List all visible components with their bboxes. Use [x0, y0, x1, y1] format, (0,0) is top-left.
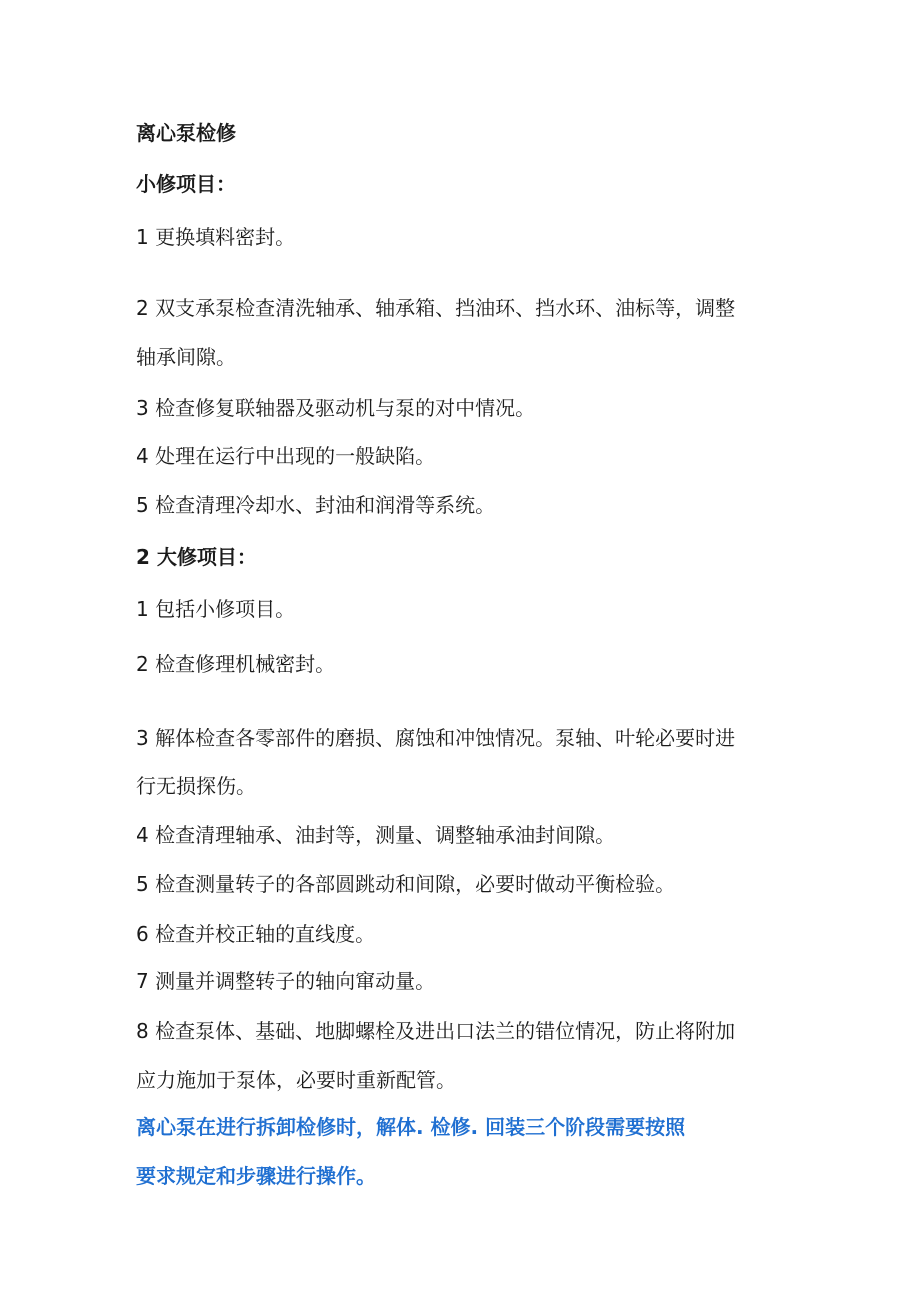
major-item-3-cont: 行无损探伤。 [136, 774, 256, 798]
minor-item-5: 5 检查清理冷却水、封油和润滑等系统。 [136, 493, 496, 517]
major-item-6: 6 检查并校正轴的直线度。 [136, 922, 376, 946]
major-repair-heading: 2 大修项目： [136, 545, 257, 569]
minor-item-2-cont: 轴承间隙。 [136, 345, 236, 369]
major-item-1: 1 包括小修项目。 [136, 597, 296, 621]
major-item-2: 2 检查修理机械密封。 [136, 652, 336, 676]
minor-item-2: 2 双支承泵检查清洗轴承、轴承箱、挡油环、挡水环、油标等，调整 [136, 296, 736, 320]
major-item-4: 4 检查清理轴承、油封等，测量、调整轴承油封间隙。 [136, 823, 616, 847]
major-item-3: 3 解体检查各零部件的磨损、腐蚀和冲蚀情况。泵轴、叶轮必要时进 [136, 726, 736, 750]
document-title: 离心泵检修 [136, 121, 236, 145]
major-item-8: 8 检查泵体、基础、地脚螺栓及进出口法兰的错位情况，防止将附加 [136, 1019, 736, 1043]
note-line-2: 要求规定和步骤进行操作。 [136, 1164, 376, 1188]
minor-item-3: 3 检查修复联轴器及驱动机与泵的对中情况。 [136, 396, 536, 420]
major-item-7: 7 测量并调整转子的轴向窜动量。 [136, 969, 436, 993]
note-line-1: 离心泵在进行拆卸检修时，解体. 检修. 回装三个阶段需要按照 [136, 1115, 686, 1139]
major-item-8-cont: 应力施加于泵体，必要时重新配管。 [136, 1068, 456, 1092]
minor-repair-heading: 小修项目： [136, 172, 236, 196]
minor-item-4: 4 处理在运行中出现的一般缺陷。 [136, 444, 436, 468]
minor-item-1: 1 更换填料密封。 [136, 225, 296, 249]
major-item-5: 5 检查测量转子的各部圆跳动和间隙，必要时做动平衡检验。 [136, 872, 676, 896]
